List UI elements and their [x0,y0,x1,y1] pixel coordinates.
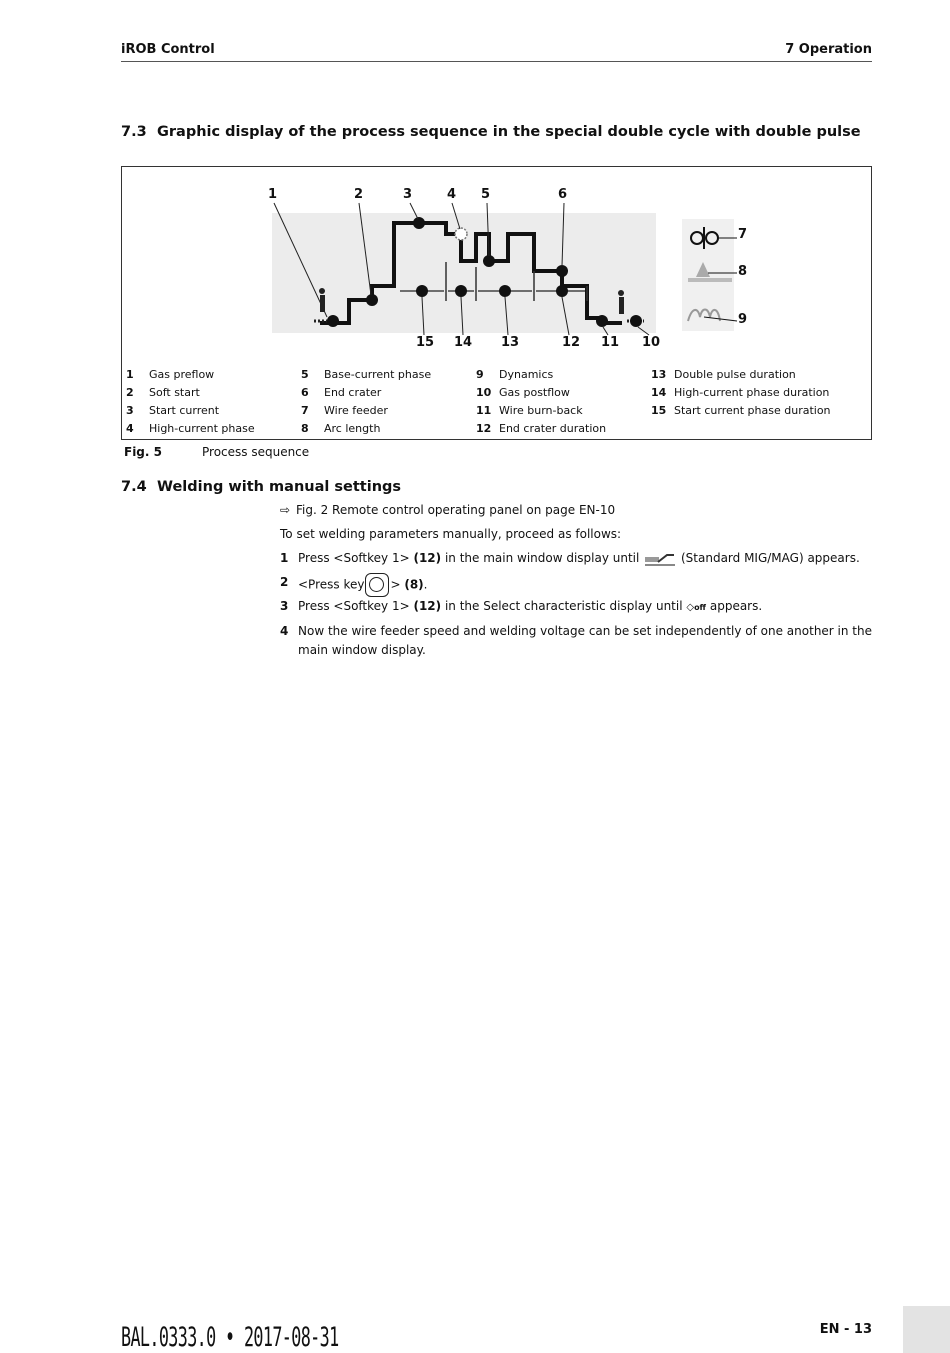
legend-item: 15 Start current phase duration [651,404,831,417]
legend-item: 4 High-current phase [126,422,255,435]
callout-3: 3 [403,187,413,202]
legend-item: 2 Soft start [126,386,200,399]
legend-item: 1 Gas preflow [126,368,215,381]
legend-item: 11 Wire burn-back [476,404,583,417]
step-4: 4 Now the wire feeder speed and welding voltage can be set independently of one another in the main window display. [280,624,872,657]
legend-item: 12 End crater duration [476,422,607,435]
page-number: EN - 13 [819,1322,872,1337]
intro-text: To set welding parameters manually, proceed as follows: [280,527,622,541]
callout-12: 12 [562,335,581,350]
figure-caption [124,445,309,459]
document-code: BAL.0333.0 • 2017-08-31 [121,1322,339,1353]
section-title: Graphic display of the process sequence in the special double cycle with double pulse [157,124,861,140]
step-2: 2 <Press key > (8). [280,573,872,597]
page-tab-marker [903,1306,950,1353]
callout-7: 7 [738,227,748,242]
knob-gas-postflow [630,315,642,327]
legend-item: 3 Start current [126,404,220,417]
figure-label: Fig. 5 [124,445,162,459]
figure-caption-text: Process sequence [202,445,310,459]
knob-end-crater-duration [556,285,568,297]
section-number: 7.3 [121,124,147,140]
callout-11: 11 [601,335,620,350]
knob-high-duration [455,285,467,297]
control-knob-key-icon [365,573,389,597]
header-rule [121,61,872,62]
current-profile-line [320,223,622,323]
callout-5: 5 [481,187,491,202]
dynamics-icon [688,310,737,322]
knob-start-duration [416,285,428,297]
legend-item: 10 Gas postflow [476,386,570,399]
callout-10: 10 [642,335,661,350]
knob-start-current [413,217,425,229]
bottom-leader-lines [422,297,649,335]
knob-soft-start [366,294,378,306]
header-chapter: 7 Operation [785,42,872,57]
gas-postflow-icon [618,290,644,321]
section-title: Welding with manual settings [157,479,402,495]
section-number: 7.4 [121,479,147,495]
standard-mig-mag-icon [645,552,675,566]
knob-double-pulse-duration [499,285,511,297]
step-1: 1 Press <Softkey 1> (12) in the main window display until (Standard MIG/MAG) appears. [280,551,860,565]
callout-6: 6 [558,187,568,202]
legend-item: 7 Wire feeder [301,404,388,417]
knob-high-current [455,228,467,240]
callout-13: 13 [501,335,520,350]
process-sequence-figure [121,166,872,440]
knob-burn-back [596,315,608,327]
legend-item: 6 End crater [301,386,382,399]
cross-reference[interactable]: ⇨ Fig. 2 Remote control operating panel on page EN-10 [280,503,616,517]
legend-item: 9 Dynamics [476,368,554,381]
callout-9: 9 [738,312,748,327]
section-7-3-heading [121,124,861,140]
step-3: 3 Press <Softkey 1> (12) in the Select characteristic display until ◇off appears. [280,599,763,613]
legend-item: 14 High-current phase duration [651,386,830,399]
knob-end-crater [556,265,568,277]
legend-item: 5 Base-current phase [301,368,432,381]
callout-2: 2 [354,187,364,202]
legend-item: 13 Double pulse duration [651,368,796,381]
header-title: iROB Control [121,42,215,57]
callout-15: 15 [416,335,435,350]
callout-8: 8 [738,264,748,279]
section-7-4-heading [121,479,401,495]
characteristic-off-icon: ◇off [686,602,707,613]
callout-1: 1 [268,187,278,202]
knob-gas-preflow [327,315,339,327]
legend-item: 8 Arc length [301,422,381,435]
arrow-right-icon: ⇨ [280,503,291,517]
knob-base-current [483,255,495,267]
wire-feeder-icon [691,227,737,249]
arc-length-icon [688,262,737,282]
callout-4: 4 [447,187,457,202]
callout-14: 14 [454,335,473,350]
